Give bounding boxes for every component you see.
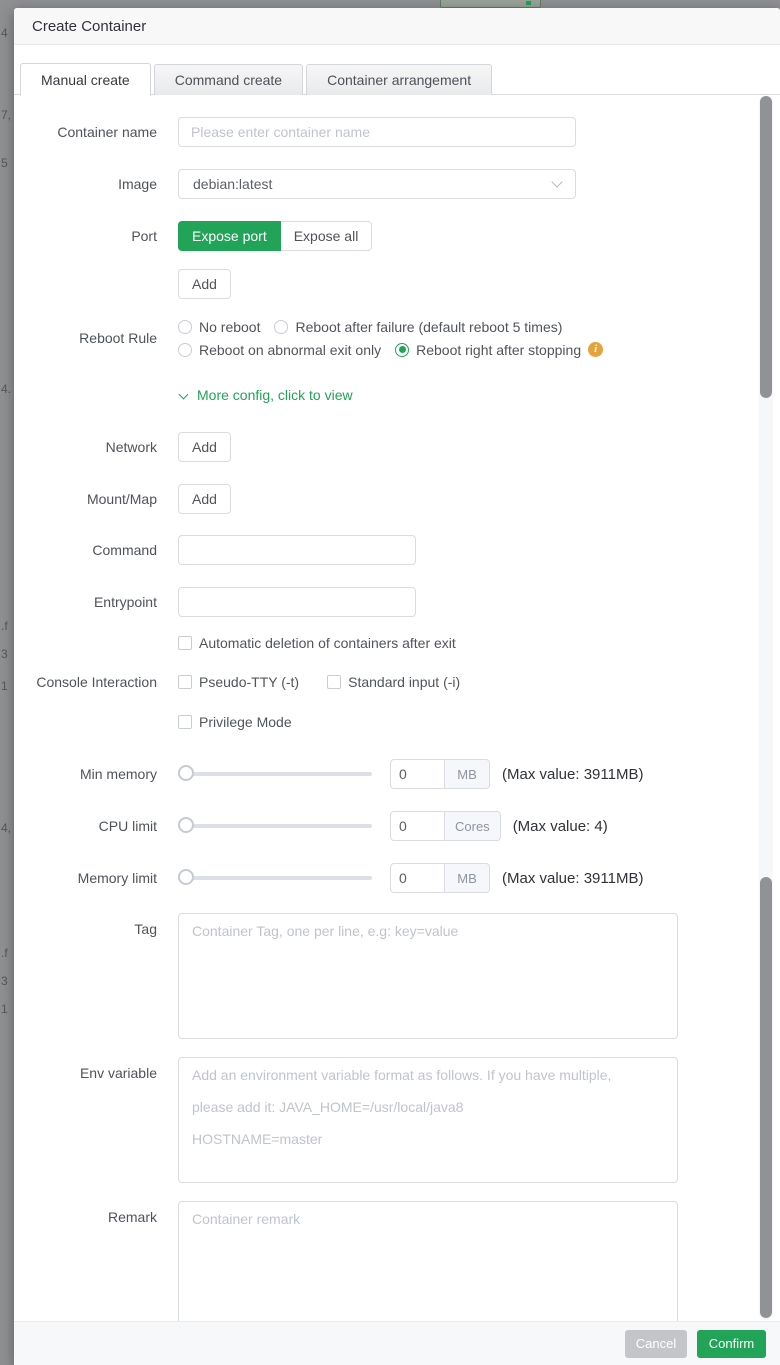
background-text-fragment: .f bbox=[1, 946, 8, 960]
privilege-mode-checkbox[interactable]: Privilege Mode bbox=[178, 714, 292, 730]
port-row bbox=[14, 221, 372, 251]
entrypoint-label: Entrypoint bbox=[93, 594, 157, 610]
console-interaction-row bbox=[14, 674, 474, 690]
tag-row bbox=[14, 913, 678, 1039]
cancel-button[interactable]: Cancel bbox=[625, 1330, 687, 1358]
cpu-limit-max-hint: (Max value: 4) bbox=[512, 817, 608, 835]
command-label: Command bbox=[92, 542, 157, 558]
background-text-fragment: 4. bbox=[1, 382, 12, 396]
info-icon[interactable]: i bbox=[588, 342, 603, 357]
image-label: Image bbox=[118, 176, 157, 192]
container-name-row bbox=[14, 117, 576, 147]
network-row bbox=[14, 432, 231, 462]
reboot-rule-row bbox=[14, 315, 603, 361]
background-text-fragment: 7, bbox=[1, 108, 12, 122]
background-button-fragment bbox=[440, 0, 541, 8]
tag-label: Tag bbox=[134, 921, 157, 937]
radio-no-reboot[interactable]: No reboot bbox=[178, 319, 260, 335]
cpu-limit-label: CPU limit bbox=[98, 818, 157, 834]
chevron-down-icon bbox=[551, 176, 562, 187]
image-row bbox=[14, 169, 576, 199]
env-variable-label: Env variable bbox=[79, 1065, 157, 1081]
memory-limit-max-hint: (Max value: 3911MB) bbox=[502, 869, 644, 887]
checkbox-icon bbox=[178, 636, 192, 650]
more-config-row bbox=[14, 385, 353, 405]
mount-label: Mount/Map bbox=[86, 491, 157, 507]
background-text-fragment: 3 bbox=[1, 647, 8, 661]
min-memory-unit: MB bbox=[445, 759, 490, 789]
cpu-limit-unit: Cores bbox=[445, 811, 501, 841]
dialog-body bbox=[14, 95, 780, 1321]
tag-textarea[interactable] bbox=[178, 913, 678, 1039]
slider-handle[interactable] bbox=[178, 817, 194, 833]
tabbar bbox=[20, 61, 760, 95]
cpu-limit-input[interactable] bbox=[390, 811, 445, 841]
reboot-rule-options bbox=[178, 315, 603, 361]
min-memory-label: Min memory bbox=[79, 766, 157, 782]
background-text-fragment: 4 bbox=[1, 26, 8, 40]
tab-command-create[interactable]: Command create bbox=[154, 64, 303, 95]
memory-limit-row bbox=[14, 863, 643, 893]
radio-reboot-after-stopping[interactable]: Reboot right after stopping bbox=[395, 342, 581, 358]
image-select[interactable] bbox=[178, 169, 576, 199]
chevron-down-icon bbox=[179, 389, 189, 399]
console-interaction-label: Console Interaction bbox=[36, 674, 157, 690]
auto-delete-checkbox[interactable]: Automatic deletion of containers after exit bbox=[178, 635, 456, 651]
more-config-link[interactable]: More config, click to view bbox=[178, 387, 353, 403]
port-add-row bbox=[14, 269, 231, 299]
port-mode-toggle bbox=[178, 221, 372, 251]
standard-input-checkbox[interactable]: Standard input (-i) bbox=[327, 674, 460, 690]
container-name-input[interactable] bbox=[178, 117, 576, 147]
dialog-header bbox=[14, 8, 780, 45]
min-memory-input[interactable] bbox=[390, 759, 445, 789]
memory-limit-slider[interactable] bbox=[178, 863, 372, 893]
command-input[interactable] bbox=[178, 535, 416, 565]
auto-delete-row bbox=[14, 635, 470, 651]
radio-selected-icon bbox=[395, 343, 409, 357]
scrollbar-thumb-upper[interactable] bbox=[760, 96, 772, 398]
min-memory-slider[interactable] bbox=[178, 759, 372, 789]
command-row bbox=[14, 535, 416, 565]
pseudo-tty-checkbox[interactable]: Pseudo-TTY (-t) bbox=[178, 674, 299, 690]
radio-icon bbox=[274, 320, 288, 334]
tab-manual-create[interactable]: Manual create bbox=[20, 63, 151, 96]
min-memory-row bbox=[14, 759, 643, 789]
background-text-fragment: .f bbox=[1, 619, 8, 633]
expose-all-button[interactable]: Expose all bbox=[281, 221, 373, 251]
confirm-button[interactable]: Confirm bbox=[697, 1330, 766, 1358]
scrollbar-thumb-lower[interactable] bbox=[760, 877, 772, 1318]
cpu-limit-row bbox=[14, 811, 608, 841]
remark-textarea[interactable] bbox=[178, 1201, 678, 1321]
mount-row bbox=[14, 484, 231, 514]
background-text-fragment: 5 bbox=[1, 156, 8, 170]
cpu-limit-slider[interactable] bbox=[178, 811, 372, 841]
checkbox-icon bbox=[178, 715, 192, 729]
min-memory-max-hint: (Max value: 3911MB) bbox=[502, 765, 644, 783]
entrypoint-row bbox=[14, 587, 416, 617]
checkbox-icon bbox=[178, 675, 192, 689]
container-name-label: Container name bbox=[57, 124, 157, 140]
checkbox-icon bbox=[327, 675, 341, 689]
status-dot bbox=[526, 1, 531, 5]
memory-limit-label: Memory limit bbox=[77, 870, 157, 886]
create-container-dialog bbox=[14, 8, 780, 1365]
expose-port-button[interactable]: Expose port bbox=[178, 221, 281, 251]
reboot-rule-label: Reboot Rule bbox=[79, 330, 157, 346]
dialog-footer bbox=[14, 1321, 780, 1365]
image-select-value: debian:latest bbox=[193, 176, 273, 192]
remark-label: Remark bbox=[107, 1209, 157, 1225]
radio-icon bbox=[178, 320, 192, 334]
mount-add-button[interactable]: Add bbox=[178, 484, 231, 514]
tab-container-arrangement[interactable]: Container arrangement bbox=[306, 64, 492, 95]
background-text-fragment: 4, bbox=[1, 821, 12, 835]
background-text-fragment: 1 bbox=[1, 679, 8, 693]
slider-handle[interactable] bbox=[178, 869, 194, 885]
radio-icon bbox=[178, 343, 192, 357]
entrypoint-input[interactable] bbox=[178, 587, 416, 617]
network-add-button[interactable]: Add bbox=[178, 432, 231, 462]
dialog-title: Create Container bbox=[32, 17, 147, 35]
port-add-button[interactable]: Add bbox=[178, 269, 231, 299]
background-text-fragment: 3 bbox=[1, 974, 8, 988]
slider-handle[interactable] bbox=[178, 765, 194, 781]
radio-reboot-after-failure[interactable]: Reboot after failure (default reboot 5 times) bbox=[274, 319, 562, 335]
env-variable-row bbox=[14, 1057, 678, 1183]
privilege-row bbox=[14, 714, 306, 730]
port-label: Port bbox=[131, 228, 157, 244]
network-label: Network bbox=[105, 439, 157, 455]
memory-limit-input[interactable] bbox=[390, 863, 445, 893]
background-text-fragment: 1 bbox=[1, 1002, 8, 1016]
remark-row bbox=[14, 1201, 678, 1321]
env-variable-textarea[interactable] bbox=[178, 1057, 678, 1183]
memory-limit-unit: MB bbox=[445, 863, 490, 893]
radio-reboot-abnormal-exit[interactable]: Reboot on abnormal exit only bbox=[178, 342, 381, 358]
